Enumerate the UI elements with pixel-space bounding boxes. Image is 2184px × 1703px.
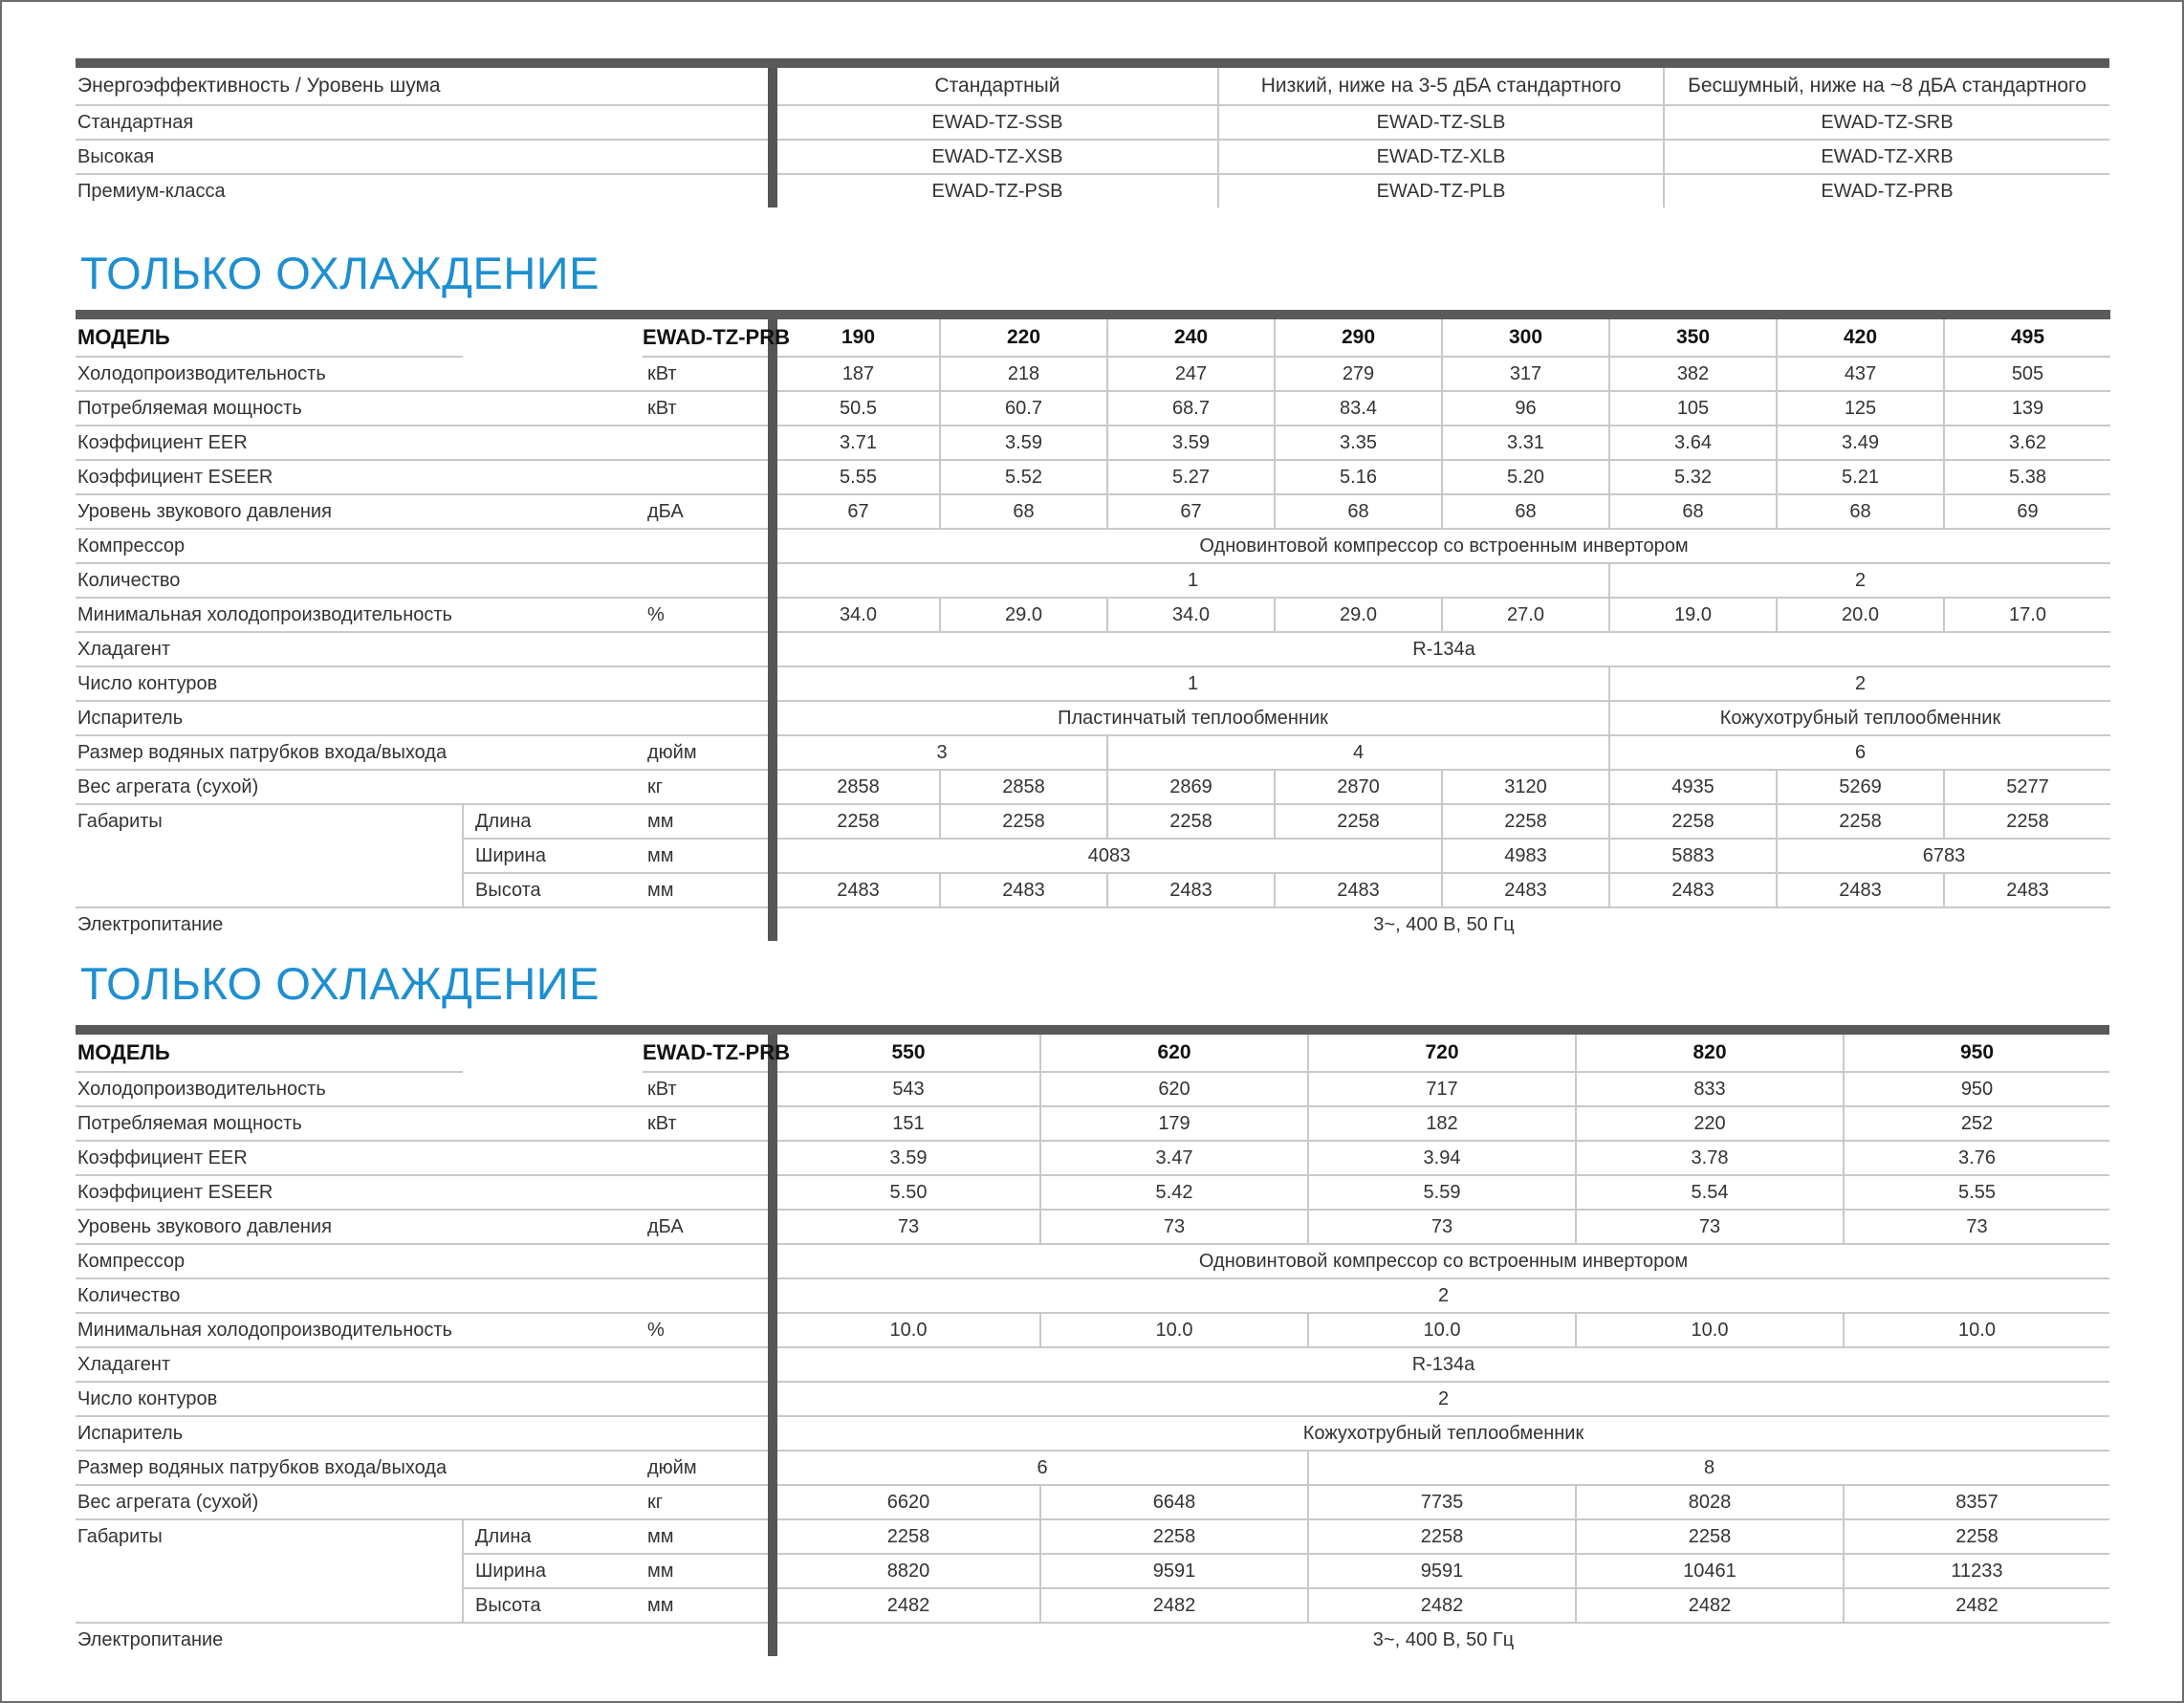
row-label: Потребляемая мощность: [76, 391, 643, 426]
model-code: EWAD-TZ-PRB: [643, 1030, 773, 1072]
model-190: 190: [773, 315, 940, 357]
unit: кВт: [643, 357, 773, 391]
cell: 10.0: [1040, 1313, 1308, 1347]
row-label: Уровень звукового давления: [76, 1210, 643, 1244]
cell: 73: [1308, 1210, 1576, 1244]
cell: 9591: [1308, 1554, 1576, 1588]
cell: 67: [773, 494, 940, 529]
variants-header-silent: Бесшумный, ниже на ~8 дБА стандартного: [1664, 63, 2109, 105]
evaporator-row: [76, 1416, 2109, 1451]
cell: 247: [1107, 357, 1275, 391]
cell: 5.55: [1844, 1175, 2109, 1210]
cell: 151: [773, 1106, 1040, 1141]
row-label: Размер водяных патрубков входа/выхода: [76, 735, 643, 770]
row-label: Хладагент: [76, 632, 773, 666]
cell: 620: [1040, 1072, 1308, 1106]
model-420: 420: [1777, 315, 1944, 357]
cell: 2483: [1107, 873, 1275, 907]
cell: EWAD-TZ-XRB: [1664, 140, 2109, 174]
model-220: 220: [940, 315, 1107, 357]
cell: 3.59: [773, 1141, 1040, 1175]
cell: 2482: [1844, 1588, 2109, 1623]
row-label: Высокая: [76, 140, 773, 174]
cell: 2258: [1040, 1519, 1308, 1554]
unit: %: [643, 1313, 773, 1347]
cell: 8357: [1844, 1485, 2109, 1519]
unit: %: [643, 598, 773, 632]
model-350: 350: [1609, 315, 1777, 357]
cell: 2482: [1040, 1588, 1308, 1623]
cell: Кожухотрубный теплообменник: [1609, 701, 2110, 735]
cell: 5883: [1609, 839, 1777, 873]
row-label: Премиум-класса: [77, 180, 226, 202]
cell: 68: [1777, 494, 1944, 529]
cell: 2483: [940, 873, 1107, 907]
cell: 2: [773, 1382, 2109, 1416]
cell: 11233: [1844, 1554, 2109, 1588]
row-label: Вес агрегата (сухой): [76, 770, 643, 804]
cell: 3.76: [1844, 1141, 2109, 1175]
cell: 19.0: [1609, 598, 1777, 632]
row-label: Габариты: [76, 1519, 463, 1623]
circuits-row: [76, 666, 2110, 701]
table-row: [76, 105, 2109, 140]
power-supply-row: [76, 1623, 2109, 1656]
cell: 3.47: [1040, 1141, 1308, 1175]
blank: [463, 1030, 643, 1072]
unit: дюйм: [643, 735, 773, 770]
cell: 8028: [1576, 1485, 1844, 1519]
cell: 34.0: [773, 598, 940, 632]
cell: 73: [773, 1210, 1040, 1244]
cell: 2: [1609, 666, 2110, 701]
cell: 68.7: [1107, 391, 1275, 426]
cell: 68: [1275, 494, 1442, 529]
cell: 73: [1844, 1210, 2109, 1244]
cell: 68: [1442, 494, 1609, 529]
cell: 3.94: [1308, 1141, 1576, 1175]
cell: 10.0: [1308, 1313, 1576, 1347]
model-row: [76, 315, 2110, 357]
row-label: Хладагент: [76, 1347, 773, 1382]
cell: Одновинтовой компрессор со встроенным инвертором: [773, 529, 2110, 563]
model-label: МОДЕЛЬ: [76, 1030, 463, 1072]
cell: 73: [1576, 1210, 1844, 1244]
cell: 505: [1944, 357, 2110, 391]
row-label: Минимальная холодопроизводительность: [76, 598, 643, 632]
cell: 5.38: [1944, 460, 2110, 494]
row-label: Число контуров: [76, 1382, 773, 1416]
row-label: Количество: [76, 1278, 773, 1313]
cell: 29.0: [1275, 598, 1442, 632]
cell: 3.49: [1777, 426, 1944, 460]
cell: 6: [1609, 735, 2110, 770]
model-300: 300: [1442, 315, 1609, 357]
model-240: 240: [1107, 315, 1275, 357]
circuits-row: [76, 1382, 2109, 1416]
cell: 182: [1308, 1106, 1576, 1141]
cell: 10.0: [1576, 1313, 1844, 1347]
cell: EWAD-TZ-SRB: [1664, 105, 2109, 140]
cell: Пластинчатый теплообменник: [773, 701, 1609, 735]
cell: 833: [1576, 1072, 1844, 1106]
row-label: Габариты: [76, 804, 463, 907]
row-label: Число контуров: [76, 666, 773, 701]
cell: 7735: [1308, 1485, 1576, 1519]
cell: 950: [1844, 1072, 2109, 1106]
quantity-row: [76, 1278, 2109, 1313]
sub-label: Ширина: [463, 839, 643, 873]
cell: 3~, 400 В, 50 Гц: [773, 907, 2110, 941]
cell: 3.59: [940, 426, 1107, 460]
cell: 3: [773, 735, 1107, 770]
cell: 83.4: [1275, 391, 1442, 426]
cell: 2869: [1107, 770, 1275, 804]
cell: 2258: [1609, 804, 1777, 839]
cell: 2482: [1308, 1588, 1576, 1623]
row-label: Испаритель: [76, 1416, 773, 1451]
cell: 2258: [1107, 804, 1275, 839]
row-label: Компрессор: [76, 1244, 773, 1278]
cell: Одновинтовой компрессор со встроенным инвертором: [773, 1244, 2109, 1278]
model-row: [76, 1030, 2109, 1072]
cell: 2483: [1609, 873, 1777, 907]
row-label: Размер водяных патрубков входа/выхода: [76, 1451, 643, 1485]
spec-table-2: [76, 1025, 2109, 1656]
cell: 3.78: [1576, 1141, 1844, 1175]
model-620: 620: [1040, 1030, 1308, 1072]
unit: мм: [643, 1519, 773, 1554]
cell: 6620: [773, 1485, 1040, 1519]
cell: 10.0: [1844, 1313, 2109, 1347]
evaporator-row: [76, 701, 2110, 735]
cell: EWAD-TZ-PSB: [773, 174, 1218, 207]
cell: 4: [1107, 735, 1609, 770]
weight-row: [76, 770, 2110, 804]
unit: кг: [643, 770, 773, 804]
cell: 279: [1275, 357, 1442, 391]
model-495: 495: [1944, 315, 2110, 357]
row-label: Количество: [76, 563, 773, 598]
cell: 2258: [1308, 1519, 1576, 1554]
eseer-row: [76, 460, 2110, 494]
cell: 20.0: [1777, 598, 1944, 632]
cell: 5.32: [1609, 460, 1777, 494]
unit: дБА: [643, 494, 773, 529]
model-820: 820: [1576, 1030, 1844, 1072]
row-label: Испаритель: [76, 701, 773, 735]
min-capacity-row: [76, 598, 2110, 632]
blank: [463, 315, 643, 357]
cell: 8820: [773, 1554, 1040, 1588]
cell: 2483: [773, 873, 940, 907]
cell: 6648: [1040, 1485, 1308, 1519]
cell: 543: [773, 1072, 1040, 1106]
cell: 2483: [1275, 873, 1442, 907]
cell: 9591: [1040, 1554, 1308, 1588]
model-550: 550: [773, 1030, 1040, 1072]
cell: Кожухотрубный теплообменник: [773, 1416, 2109, 1451]
unit: кВт: [643, 1106, 773, 1141]
sub-label: Длина: [463, 804, 643, 839]
sub-label: Ширина: [463, 1554, 643, 1588]
quantity-row: [76, 563, 2110, 598]
compressor-row: [76, 529, 2110, 563]
compressor-row: [76, 1244, 2109, 1278]
cell: 2858: [940, 770, 1107, 804]
cell: 8: [1308, 1451, 2109, 1485]
cell: 179: [1040, 1106, 1308, 1141]
model-950: 950: [1844, 1030, 2109, 1072]
cell: 5.50: [773, 1175, 1040, 1210]
cell: 2: [1609, 563, 2110, 598]
cell: 218: [940, 357, 1107, 391]
row-label: Коэффициент EER: [76, 1141, 773, 1175]
cell: 5.55: [773, 460, 940, 494]
eer-row: [76, 426, 2110, 460]
cell: 717: [1308, 1072, 1576, 1106]
sub-label: Длина: [463, 1519, 643, 1554]
row-label: Холодопроизводительность: [76, 1072, 643, 1106]
cell: EWAD-TZ-SLB: [1218, 105, 1664, 140]
cell: EWAD-TZ-PRB: [1664, 174, 2109, 207]
capacity-row: [76, 1072, 2109, 1106]
cell: 17.0: [1944, 598, 2110, 632]
cell: 187: [773, 357, 940, 391]
cell: 2482: [1576, 1588, 1844, 1623]
power-row: [76, 391, 2110, 426]
pipe-row: [76, 735, 2110, 770]
length-row: [76, 1519, 2109, 1554]
cell: 5.54: [1576, 1175, 1844, 1210]
cell: 4983: [1442, 839, 1609, 873]
row-label: Холодопроизводительность: [76, 357, 643, 391]
cell: 5.42: [1040, 1175, 1308, 1210]
cell: 3~, 400 В, 50 Гц: [773, 1623, 2109, 1656]
row-label: Потребляемая мощность: [76, 1106, 643, 1141]
cell: 2483: [1777, 873, 1944, 907]
cell: 10.0: [773, 1313, 1040, 1347]
table-row: [76, 140, 2109, 174]
capacity-row: [76, 357, 2110, 391]
cell: 3120: [1442, 770, 1609, 804]
variants-header-standard: Стандартный: [773, 63, 1218, 105]
cell: 3.64: [1609, 426, 1777, 460]
weight-row: [76, 1485, 2109, 1519]
unit: мм: [643, 1554, 773, 1588]
cell: EWAD-TZ-XSB: [773, 140, 1218, 174]
unit: мм: [643, 873, 773, 907]
cell: 2258: [1442, 804, 1609, 839]
power-row: [76, 1106, 2109, 1141]
cell: 2483: [1944, 873, 2110, 907]
row-label: Уровень звукового давления: [76, 494, 643, 529]
cell: 4935: [1609, 770, 1777, 804]
cell: 2258: [1576, 1519, 1844, 1554]
cell: EWAD-TZ-SSB: [773, 105, 1218, 140]
cell: 27.0: [1442, 598, 1609, 632]
unit: дБА: [643, 1210, 773, 1244]
cell: 5.59: [1308, 1175, 1576, 1210]
unit: кВт: [643, 1072, 773, 1106]
cell: 29.0: [940, 598, 1107, 632]
cell: 2258: [1777, 804, 1944, 839]
variants-header-row: [76, 63, 2109, 105]
cell: 1: [773, 563, 1609, 598]
row-label: Вес агрегата (сухой): [76, 1485, 643, 1519]
pipe-row: [76, 1451, 2109, 1485]
cell: 5.21: [1777, 460, 1944, 494]
variants-header-label: Энергоэффективность / Уровень шума: [76, 63, 773, 105]
cell: 69: [1944, 494, 2110, 529]
cell: 5269: [1777, 770, 1944, 804]
cell: 105: [1609, 391, 1777, 426]
row-label: Коэффициент ESEER: [76, 460, 773, 494]
row-label: Электропитание: [77, 913, 224, 935]
cell: 67: [1107, 494, 1275, 529]
row-label: Стандартная: [76, 105, 773, 140]
cell: EWAD-TZ-XLB: [1218, 140, 1664, 174]
row-label: Электропитание: [77, 1628, 224, 1650]
cell: 5277: [1944, 770, 2110, 804]
cell: 5.16: [1275, 460, 1442, 494]
cell: R-134a: [773, 1347, 2109, 1382]
cell: 2258: [940, 804, 1107, 839]
cell: 2482: [773, 1588, 1040, 1623]
cell: 4083: [773, 839, 1442, 873]
row-label: Коэффициент EER: [76, 426, 773, 460]
cell: 3.31: [1442, 426, 1609, 460]
section1-title: ТОЛЬКО ОХЛАЖДЕНИЕ: [80, 248, 600, 298]
eseer-row: [76, 1175, 2109, 1210]
cell: 2258: [1275, 804, 1442, 839]
cell: 382: [1609, 357, 1777, 391]
cell: 3.71: [773, 426, 940, 460]
sub-label: Высота: [463, 873, 643, 907]
cell: 68: [940, 494, 1107, 529]
sub-label: Высота: [463, 1588, 643, 1623]
cell: 2858: [773, 770, 940, 804]
unit: мм: [643, 839, 773, 873]
cell: 2258: [773, 1519, 1040, 1554]
eer-row: [76, 1141, 2109, 1175]
model-label: МОДЕЛЬ: [76, 315, 463, 357]
cell: 437: [1777, 357, 1944, 391]
cell: 73: [1040, 1210, 1308, 1244]
cell: 220: [1576, 1106, 1844, 1141]
row-label: Коэффициент ESEER: [76, 1175, 773, 1210]
refrigerant-row: [76, 1347, 2109, 1382]
cell: 252: [1844, 1106, 2109, 1141]
row-label: Минимальная холодопроизводительность: [76, 1313, 643, 1347]
variants-header-low: Низкий, ниже на 3-5 дБА стандартного: [1218, 63, 1664, 105]
cell: 34.0: [1107, 598, 1275, 632]
unit: дюйм: [643, 1451, 773, 1485]
unit: мм: [643, 804, 773, 839]
cell: 1: [773, 666, 1609, 701]
cell: R-134a: [773, 632, 2110, 666]
cell: 5.27: [1107, 460, 1275, 494]
cell: 96: [1442, 391, 1609, 426]
cell: 50.5: [773, 391, 940, 426]
cell: 3.35: [1275, 426, 1442, 460]
cell: 3.62: [1944, 426, 2110, 460]
cell: 6: [773, 1451, 1308, 1485]
table-row: [76, 174, 2109, 207]
model-code: EWAD-TZ-PRB: [643, 315, 773, 357]
cell: 2: [773, 1278, 2109, 1313]
cell: 2483: [1442, 873, 1609, 907]
cell: 2258: [1944, 804, 2110, 839]
min-capacity-row: [76, 1313, 2109, 1347]
cell: 6783: [1777, 839, 2110, 873]
cell: 139: [1944, 391, 2110, 426]
cell: 68: [1609, 494, 1777, 529]
cell: 2258: [773, 804, 940, 839]
cell: 125: [1777, 391, 1944, 426]
sound-row: [76, 1210, 2109, 1244]
cell: 317: [1442, 357, 1609, 391]
cell: 3.59: [1107, 426, 1275, 460]
section2-title: ТОЛЬКО ОХЛАЖДЕНИЕ: [80, 958, 600, 1009]
cell: 5.20: [1442, 460, 1609, 494]
model-720: 720: [1308, 1030, 1576, 1072]
unit: кг: [643, 1485, 773, 1519]
cell: 10461: [1576, 1554, 1844, 1588]
variants-table: [76, 58, 2109, 207]
cell: 2258: [1844, 1519, 2109, 1554]
model-290: 290: [1275, 315, 1442, 357]
unit: мм: [643, 1588, 773, 1623]
cell: 60.7: [940, 391, 1107, 426]
row-label: Компрессор: [76, 529, 773, 563]
sound-row: [76, 494, 2110, 529]
refrigerant-row: [76, 632, 2110, 666]
cell: 5.52: [940, 460, 1107, 494]
spec-table-1: [76, 310, 2110, 941]
length-row: [76, 804, 2110, 839]
cell: EWAD-TZ-PLB: [1218, 174, 1664, 207]
unit: кВт: [643, 391, 773, 426]
power-supply-row: [76, 907, 2110, 941]
cell: 2870: [1275, 770, 1442, 804]
